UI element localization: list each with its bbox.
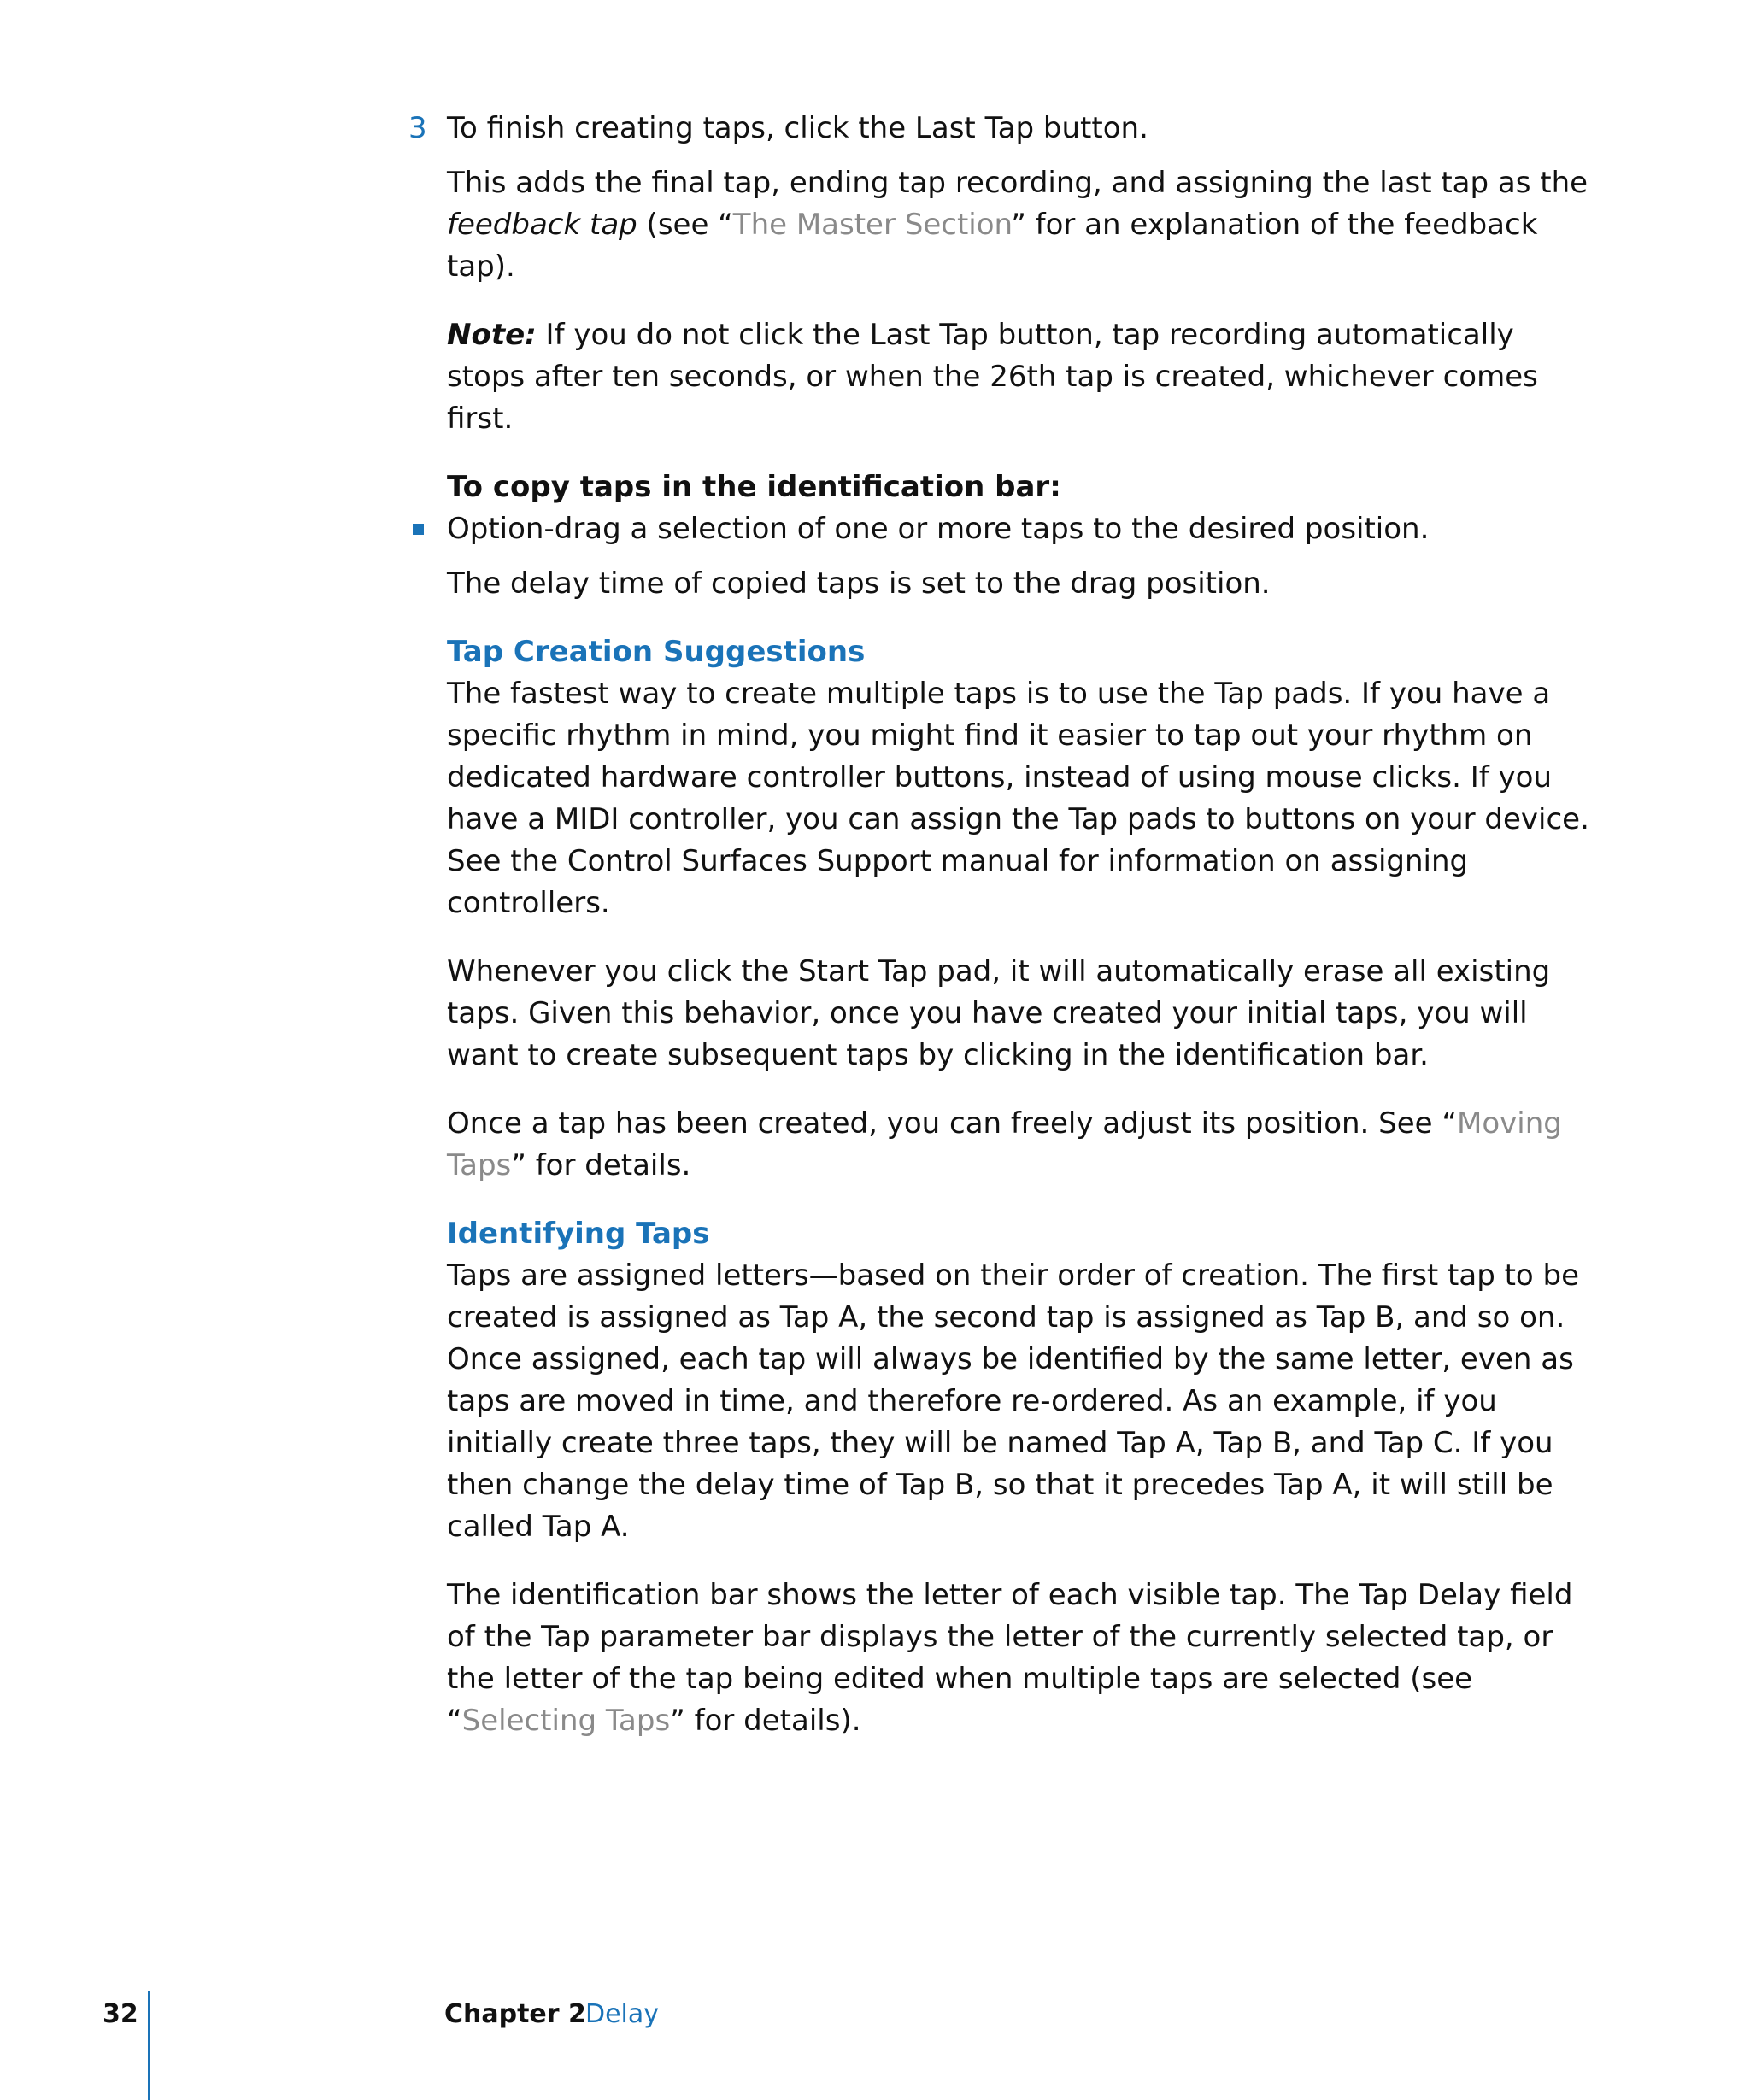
step-number: 3: [408, 111, 427, 145]
footer-divider: [148, 1991, 150, 2100]
footer-chapter-title: Delay: [585, 1999, 660, 2029]
body-text: ” for details.: [511, 1148, 691, 1182]
bullet-item: Option-drag a selection of one or more taps to the desired position.: [447, 512, 1430, 546]
bullet-result: The delay time of copied taps is set to the drag position.: [447, 566, 1271, 601]
bullet-square-icon: [413, 524, 424, 535]
body-text: Once a tap has been created, you can freely adjust its position. See “: [447, 1106, 1457, 1141]
page-content: [447, 108, 1596, 1742]
note: [447, 314, 1596, 440]
note-label: Note:: [447, 318, 537, 352]
step-detail-emphasis: feedback tap: [447, 208, 637, 242]
link-master-section[interactable]: The Master Section: [732, 208, 1012, 242]
body-paragraph: [447, 1103, 1596, 1187]
body-text: The identification bar shows the letter of each visible tap. The Tap Delay field of the Tap parameter bar displays the letter of the currently selected tap, or the letter of the tap being edited when multiple taps are selected (see “: [447, 1578, 1573, 1738]
body-text: ” for details).: [670, 1704, 861, 1738]
note-text: If you do not click the Last Tap button, tap recording automatically stops after ten seconds, or when the 26th tap is created, whichever comes first.: [447, 318, 1538, 436]
section-heading-suggestions: Tap Creation Suggestions: [447, 635, 866, 669]
step-detail-text: ” for an explanation of the feedback tap).: [447, 208, 1538, 284]
section-heading-identifying: Identifying Taps: [447, 1217, 710, 1251]
body-paragraph: Taps are assigned letters—based on their order of creation. The first tap to be created is assigned as Tap A, the second tap is assigned as Tap B, and so on. Once assigned, each tap will always be identified by the same letter, even as taps are moved in time, and therefore re-ordered. As an example, if you initially create three taps, they will be named Tap A, Tap B, and Tap C. If you then change the delay time of Tap B, so that it precedes Tap A, it will still be called Tap A.: [447, 1258, 1580, 1544]
step-detail: [447, 162, 1596, 288]
body-paragraph: Whenever you click the Start Tap pad, it will automatically erase all existing taps. Given this behavior, once you have created your initial taps, you will want to create subsequent taps by clicking in the identification bar.: [447, 954, 1551, 1072]
page-number: 32: [103, 1999, 138, 2029]
step-detail-text: This adds the final tap, ending tap recording, and assigning the last tap as the: [447, 166, 1589, 200]
footer-chapter: Chapter 2: [444, 1999, 586, 2029]
step-text: To finish creating taps, click the Last Tap button.: [447, 111, 1148, 145]
link-selecting-taps[interactable]: Selecting Taps: [461, 1704, 671, 1738]
link-moving-taps[interactable]: Moving Taps: [447, 1106, 1562, 1182]
body-paragraph: [447, 1575, 1596, 1742]
step-detail-text: (see “: [637, 208, 733, 242]
task-heading: To copy taps in the identification bar:: [447, 470, 1061, 504]
body-paragraph: The fastest way to create multiple taps is to use the Tap pads. If you have a specific rhythm in mind, you might find it easier to tap out your rhythm on dedicated hardware controller buttons, instead of using mouse clicks. If you have a MIDI controller, you can assign the Tap pads to buttons on your device. See the Control Surfaces Support manual for information on assigning controllers.: [447, 677, 1589, 920]
